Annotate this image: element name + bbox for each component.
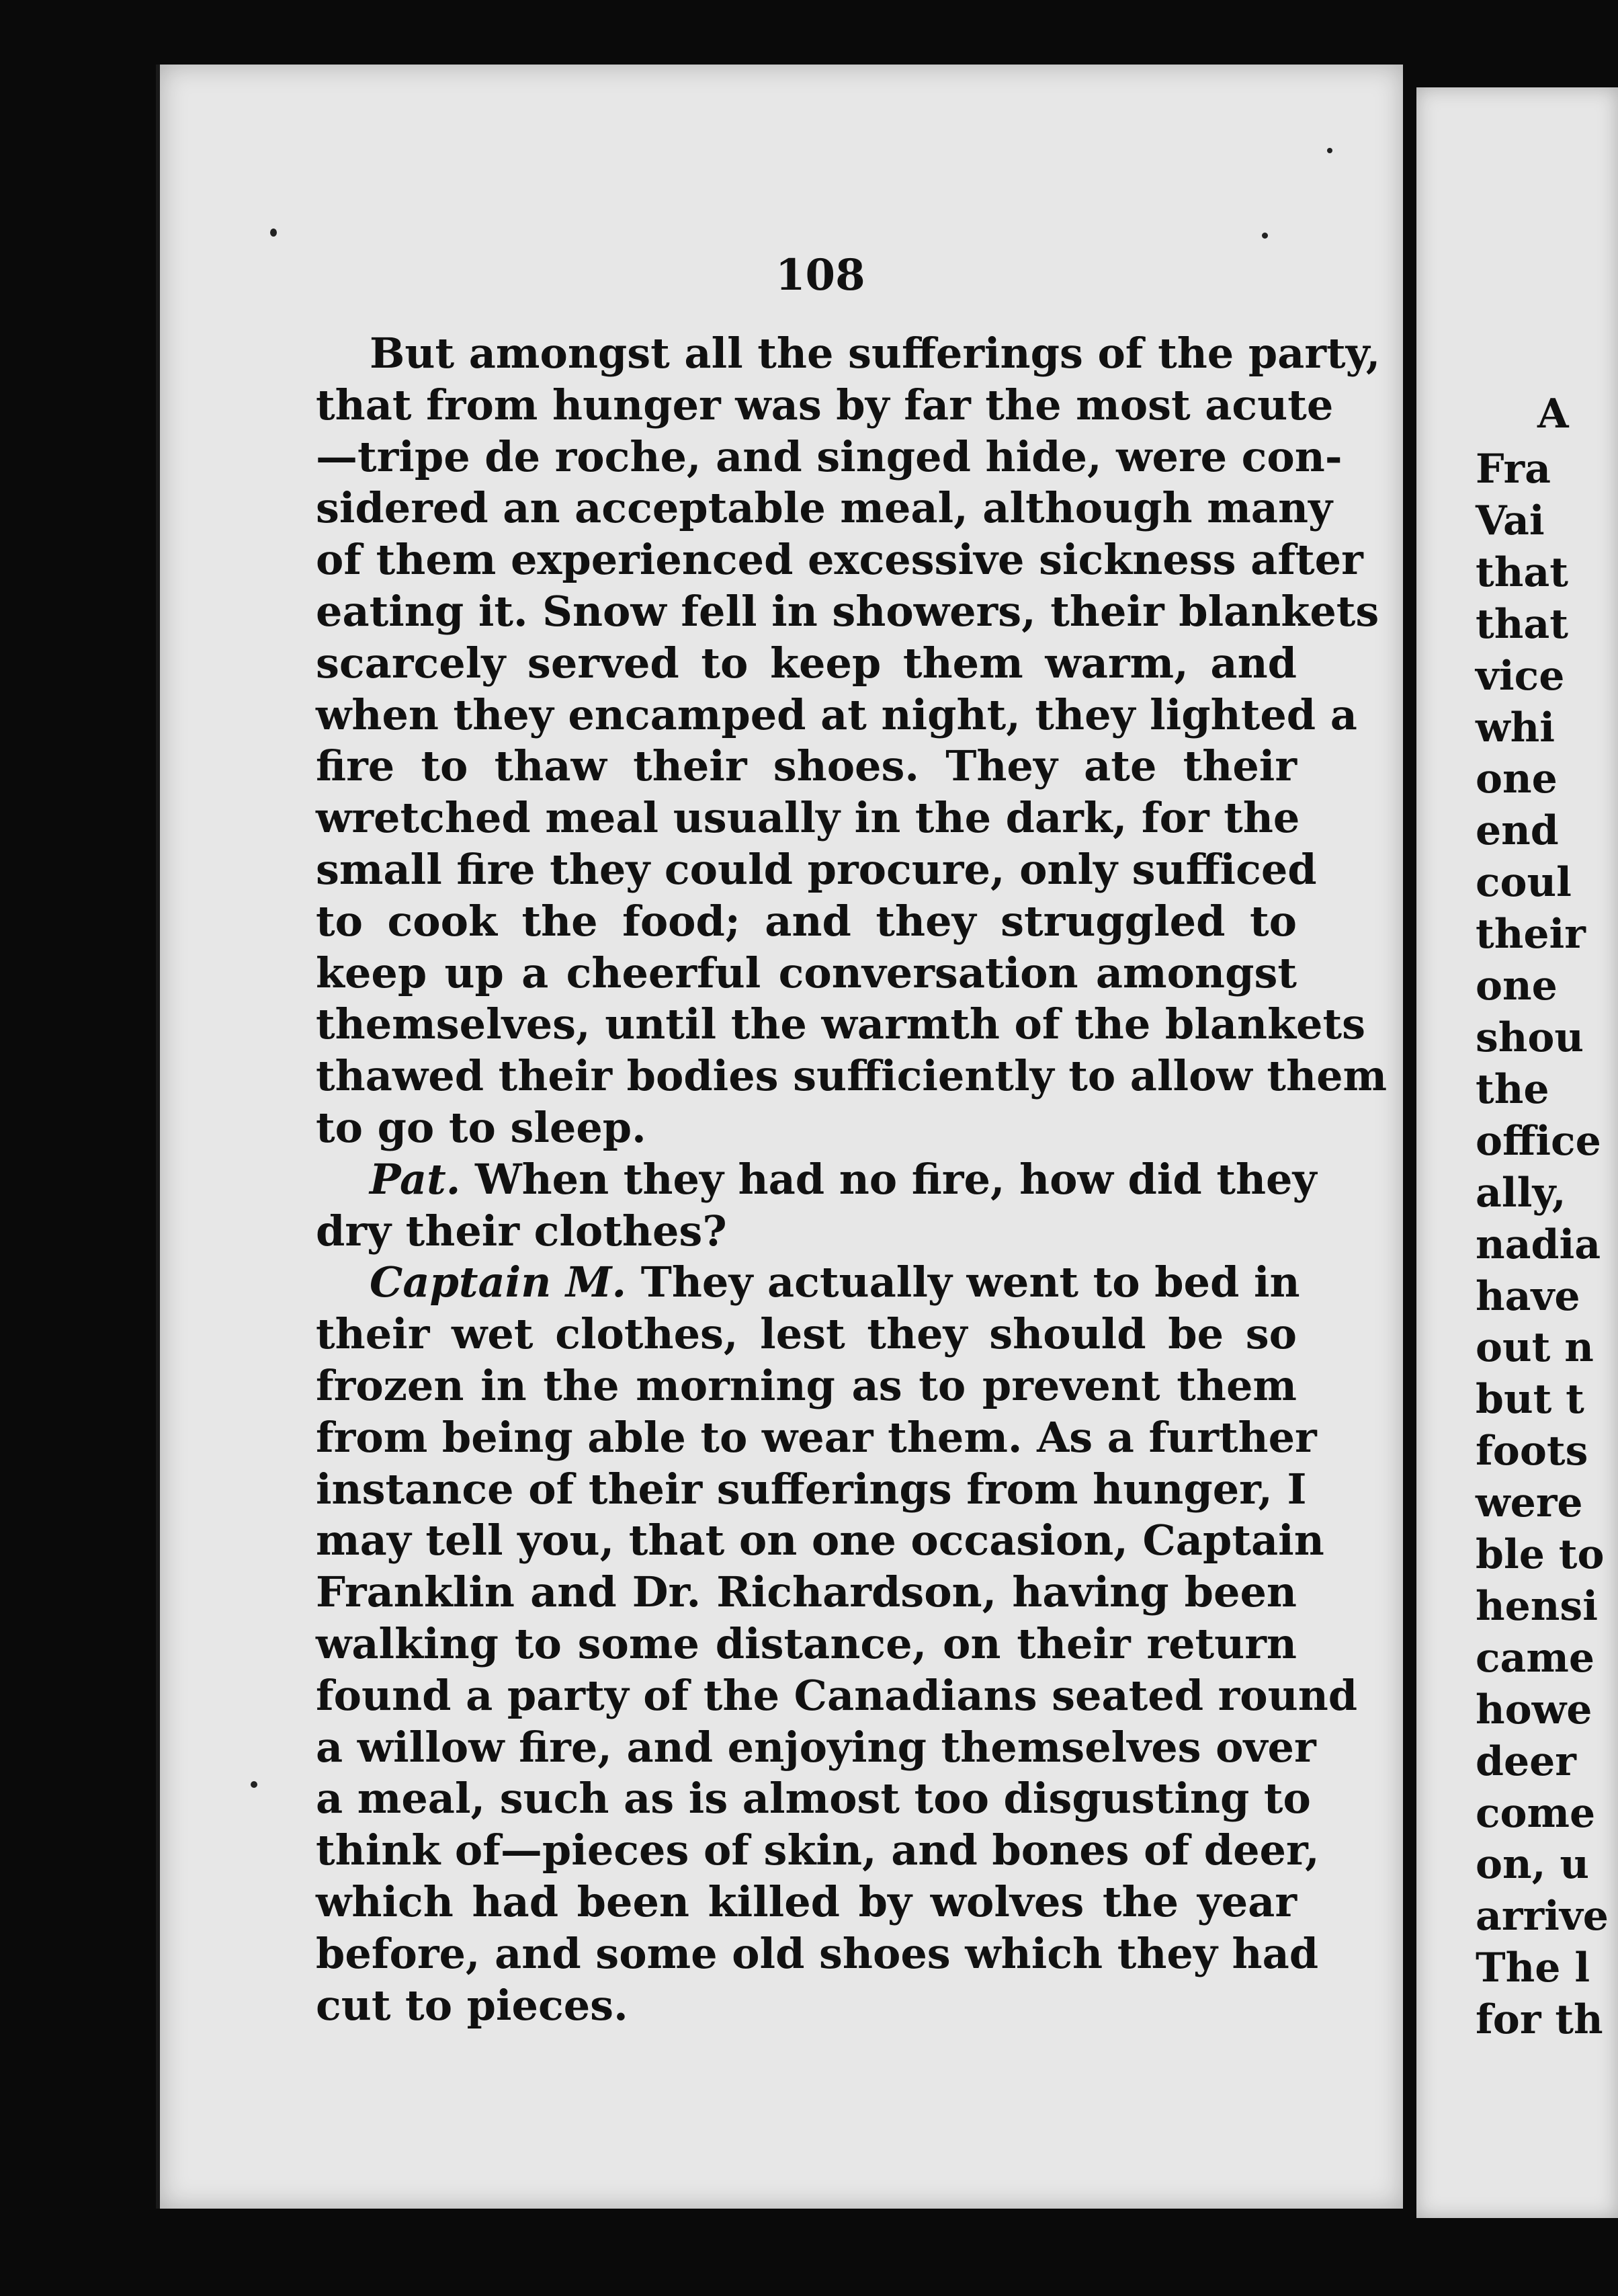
facing-line-fragment: nadia	[1476, 1221, 1601, 1268]
text-line	[316, 380, 1334, 432]
line-text: before, and some old shoes which they had	[316, 1928, 1319, 1978]
line-text: from being able to wear them. As a further	[316, 1412, 1317, 1462]
facing-line-fragment: were	[1476, 1479, 1583, 1527]
facing-line-fragment: arrive	[1476, 1893, 1609, 1940]
speck	[251, 1781, 257, 1788]
line-text: instance of their sufferings from hunger, I	[316, 1464, 1307, 1514]
text-line	[316, 1980, 1297, 2032]
facing-line-fragment: coul	[1476, 859, 1572, 907]
line-text: when they encamped at night, they lighted a	[316, 690, 1357, 739]
line-text: small fire they could procure, only sufficed	[316, 844, 1317, 894]
text-line	[316, 844, 1317, 896]
speck	[1262, 233, 1268, 239]
line-text: their wet clothes, lest they should be so	[316, 1309, 1297, 1359]
line-text: They actually went to bed in	[626, 1258, 1300, 1307]
facing-line-fragment: howe	[1476, 1686, 1592, 1733]
line-text: keep up a cheerful conversation amongst	[316, 948, 1297, 997]
facing-line-fragment: Vai	[1476, 497, 1545, 544]
speaker-name: Pat.	[370, 1154, 461, 1204]
line-text: fire to thaw their shoes. They ate their	[316, 741, 1297, 791]
text-line	[316, 1670, 1358, 1722]
text-line	[316, 1206, 1297, 1258]
facing-line-fragment: came	[1476, 1634, 1595, 1682]
line-text: thawed their bodies sufficiently to allow them	[316, 1051, 1388, 1101]
text-line	[316, 690, 1357, 741]
text-line	[316, 1567, 1297, 1618]
text-line	[316, 792, 1300, 844]
line-text: may tell you, that on one occasion, Captain	[316, 1516, 1324, 1565]
facing-line-fragment: vice	[1476, 652, 1565, 700]
facing-line-fragment: one	[1476, 962, 1558, 1010]
line-text: to go to sleep.	[316, 1102, 646, 1152]
line-text: which had been killed by wolves the year	[316, 1877, 1297, 1926]
line-text: of them experienced excessive sickness after	[316, 535, 1363, 585]
text-line	[316, 1877, 1297, 1928]
text-line	[316, 432, 1343, 483]
text-line	[316, 328, 1381, 380]
facing-line-fragment: their	[1476, 911, 1586, 958]
facing-line-fragment: shou	[1476, 1014, 1584, 1061]
facing-line-fragment: hensi	[1476, 1582, 1598, 1630]
line-text: dry their clothes?	[316, 1206, 727, 1256]
facing-line-fragment: Fra	[1476, 446, 1551, 493]
line-text: to cook the food; and they struggled to	[316, 896, 1297, 946]
line-text: themselves, until the warmth of the blankets	[316, 999, 1366, 1049]
text-line	[316, 1773, 1311, 1825]
facing-line-fragment: but t	[1476, 1376, 1584, 1424]
facing-line-fragment: deer	[1476, 1737, 1576, 1785]
line-text: frozen in the morning as to prevent them	[316, 1360, 1297, 1410]
line-text: that from hunger was by far the most acute	[316, 380, 1334, 429]
page-number: 108	[775, 250, 865, 300]
line-text: wretched meal usually in the dark, for the	[316, 793, 1300, 843]
facing-line-fragment: whi	[1476, 704, 1556, 751]
facing-line-fragment: that	[1476, 600, 1568, 648]
line-text: sidered an acceptable meal, although many	[316, 483, 1333, 533]
facing-line-fragment: one	[1476, 755, 1558, 803]
text-line	[316, 741, 1297, 792]
line-text: walking to some distance, on their return	[316, 1618, 1297, 1668]
facing-line-fragment: on, u	[1476, 1841, 1590, 1889]
line-text: found a party of the Canadians seated round	[316, 1670, 1358, 1720]
text-line	[316, 1825, 1320, 1877]
line-text: think of—pieces of skin, and bones of deer,	[316, 1826, 1320, 1875]
text-line	[316, 1102, 1297, 1154]
line-text: a willow fire, and enjoying themselves over	[316, 1722, 1316, 1772]
page-text	[316, 328, 1388, 2031]
text-line	[316, 1154, 1317, 1206]
line-text: a meal, such as is almost too disgusting to	[316, 1774, 1311, 1823]
line-text: When they had no fire, how did they	[460, 1154, 1317, 1204]
facing-line-fragment: come	[1476, 1789, 1596, 1837]
text-line	[316, 1515, 1324, 1567]
text-line	[316, 1257, 1300, 1309]
line-text: —tripe de roche, and singed hide, were con-	[316, 432, 1343, 481]
facing-line-fragment: The l	[1476, 1944, 1590, 1992]
text-line	[316, 1722, 1316, 1774]
text-line	[316, 1464, 1307, 1516]
text-line	[316, 1618, 1297, 1670]
text-line	[316, 1412, 1317, 1464]
facing-line-fragment: end	[1476, 807, 1559, 855]
text-line	[316, 1928, 1319, 1980]
facing-line-fragment: out n	[1476, 1324, 1594, 1372]
facing-page-heading: A	[1537, 391, 1569, 438]
speck	[270, 229, 277, 237]
facing-line-fragment: ally,	[1476, 1169, 1566, 1217]
line-text: scarcely served to keep them warm, and	[316, 638, 1297, 688]
text-line	[316, 896, 1297, 948]
text-line	[316, 999, 1366, 1051]
facing-line-fragment: office	[1476, 1117, 1601, 1165]
speck	[1327, 148, 1332, 153]
facing-line-fragment: have	[1476, 1272, 1580, 1320]
facing-line-fragment: that	[1476, 548, 1568, 596]
facing-line-fragment: foots	[1476, 1428, 1588, 1475]
line-text: cut to pieces.	[316, 1980, 628, 2030]
text-line	[316, 948, 1297, 999]
facing-line-fragment: ble to	[1476, 1531, 1605, 1579]
speaker-name: Captain M.	[370, 1258, 627, 1307]
text-line	[316, 638, 1297, 690]
text-line	[316, 1309, 1297, 1360]
text-line	[316, 483, 1333, 534]
line-text: But amongst all the sufferings of the party,	[370, 329, 1381, 378]
text-line	[316, 1360, 1297, 1412]
facing-line-fragment: the	[1476, 1065, 1549, 1113]
text-line	[316, 586, 1379, 638]
text-line	[316, 1051, 1388, 1102]
line-text: Franklin and Dr. Richardson, having been	[316, 1567, 1297, 1617]
facing-page-text	[1476, 391, 1610, 2046]
text-line	[316, 534, 1363, 586]
line-text: eating it. Snow fell in showers, their blankets	[316, 586, 1379, 636]
facing-line-fragment: for th	[1476, 1996, 1603, 2044]
